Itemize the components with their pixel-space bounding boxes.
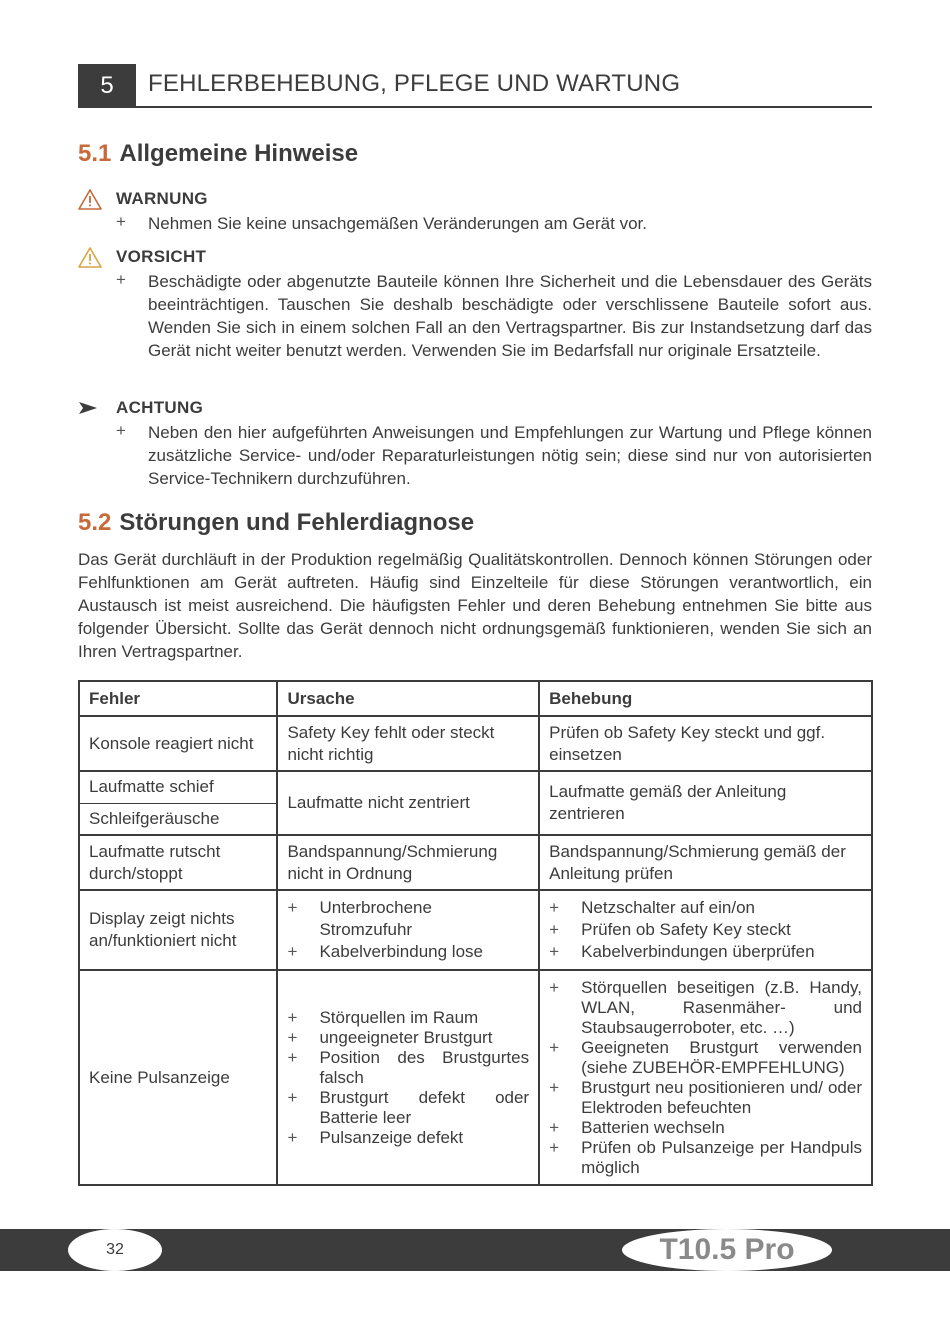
cell-behebung [539,970,872,1185]
plus-bullet: + [549,920,560,939]
list-item [549,897,862,919]
notice-label: WARNUNG [116,189,208,208]
notice-item [78,270,872,362]
plus-bullet: + [287,1007,298,1027]
column-header-fehler: Fehler [79,681,277,716]
caution-triangle-icon [78,247,116,268]
list-item-text: Prüfen ob Pulsanzeige per Handpuls möglich [581,1137,862,1177]
remedy-list [549,978,862,1178]
table-header-row [79,681,872,716]
notice-label: VORSICHT [116,247,207,266]
table-row [79,716,872,771]
list-item-text: ungeeigneter Brustgurt [319,1027,493,1047]
list-item [287,1128,529,1148]
plus-bullet: + [116,421,126,440]
plus-bullet: + [549,1117,560,1137]
chapter-title: FEHLERBEHEBUNG, PFLEGE UND WARTUNG [148,70,681,97]
list-item [287,1048,529,1088]
list-item-text: Kabelverbindungen überprüfen [581,942,815,961]
section-number: 5.2 [78,509,112,536]
plus-bullet: + [287,1087,298,1107]
plus-bullet: + [549,977,560,997]
notice-text: Beschädigte oder abgenutzte Bauteile können Ihre Sicherheit und die Lebensdauer des Geräts beeinträchtigen. Tauschen Sie deshalb beschädigte oder verschlissene Bauteile sofort aus. Wenden Sie sich in einem solchen Fall an den Vertragspartner. Bis zur Instandsetzung darf das Gerät nicht weiter benutzt werden. Verwenden Sie im Bedarfsfall nur originale Ersatzteile. [148,272,872,360]
remedy-list [549,897,862,963]
list-item-text: Pulsanzeige defekt [319,1127,464,1147]
cell-fehler: Display zeigt nichts an/funktioniert nicht [79,890,277,970]
plus-bullet: + [116,270,126,289]
list-item [549,1038,862,1078]
cell-ursache: Bandspannung/Schmierung nicht in Ordnung [277,835,539,890]
list-item [549,1078,862,1118]
plus-bullet: + [549,1077,560,1097]
arrow-pointer-icon [78,401,116,415]
cell-fehler: Laufmatte schief [79,771,277,803]
list-item-text: Geeigneten Brustgurt verwenden (siehe ZUBEHÖR-EMPFEHLUNG) [581,1037,862,1077]
list-item [549,978,862,1038]
list-item-text: Batterien wechseln [581,1117,725,1137]
list-item-text: Unterbrochene Stromzufuhr [319,898,432,939]
plus-bullet: + [549,942,560,961]
plus-bullet: + [549,1037,560,1057]
list-item-text: Brustgurt neu positionieren und/ oder Elektroden befeuchten [581,1077,862,1117]
table-row [79,970,872,1185]
table-row [79,771,872,803]
cell-ursache [277,970,539,1185]
plus-bullet: + [549,898,560,917]
section-title: Störungen und Fehlerdiagnose [119,509,475,536]
section-heading-5-1 [78,140,358,168]
list-item-text: Brustgurt defekt oder Batterie leer [319,1087,530,1127]
troubleshooting-table [78,680,873,1186]
table-row [79,835,872,890]
notice-text: Neben den hier aufgeführten Anweisungen und Empfehlungen zur Wartung und Pflege können zusätzliche Service- und/oder Reparaturleistungen nötig sein; diese sind nur von autorisierten Service-Technikern durchzuführen. [148,423,872,488]
column-header-behebung: Behebung [539,681,872,716]
notice-caution [78,246,872,362]
notice-text: Nehmen Sie keine unsachgemäßen Veränderungen am Gerät vor. [148,214,647,233]
plus-bullet: + [116,212,126,231]
intro-paragraph: Das Gerät durchläuft in der Produktion regelmäßig Qualitätskontrollen. Dennoch können Störungen oder Fehlfunktionen am Gerät auftreten. Häufig sind Einzelteile für diese Störungen verantwortlich, ein Austausch ist meist ausreichend. Die häufigsten Fehler und deren Behebung entnehmen Sie bitte aus folgender Übersicht. Sollte das Gerät dennoch nicht ordnungsgemäß funktionieren, wenden Sie sich an Ihren Vertragspartner. [78,550,872,661]
notice-item [78,421,872,490]
list-item [549,1118,862,1138]
cell-behebung: Bandspannung/Schmierung gemäß der Anleitung prüfen [539,835,872,890]
notice-attention [78,397,872,490]
list-item-text: Position des Brustgurtes falsch [319,1047,530,1087]
list-item [287,897,529,941]
list-item-text: Störquellen im Raum [319,1007,479,1027]
column-header-ursache: Ursache [277,681,539,716]
cell-behebung: Prüfen ob Safety Key steckt und ggf. einsetzen [539,716,872,771]
cell-ursache [277,890,539,970]
list-item-text: Kabelverbindung lose [319,942,483,961]
list-item [287,1008,529,1028]
cell-behebung: Laufmatte gemäß der Anleitung zentrieren [539,771,872,835]
list-item [549,1138,862,1178]
cell-ursache: Laufmatte nicht zentriert [277,771,539,835]
section-heading-5-2 [78,509,474,537]
plus-bullet: + [287,1047,298,1067]
warning-triangle-icon [78,189,116,210]
cell-fehler: Laufmatte rutscht durch/stoppt [79,835,277,890]
list-item [549,941,862,963]
model-name: T10.5 Pro [622,1229,832,1271]
plus-bullet: + [287,1127,298,1147]
cell-fehler: Keine Pulsanzeige [79,970,277,1185]
cell-fehler: Konsole reagiert nicht [79,716,277,771]
cell-fehler: Schleifgeräusche [79,803,277,835]
chapter-number: 5 [78,64,136,107]
notice-label: ACHTUNG [116,398,204,417]
section-title: Allgemeine Hinweise [119,140,359,167]
list-item [549,919,862,941]
list-item-text: Prüfen ob Safety Key steckt [581,920,791,939]
list-item [287,1028,529,1048]
plus-bullet: + [287,898,298,917]
plus-bullet: + [549,1137,560,1157]
list-item-text: Störquellen beseitigen (z.B. Handy, WLAN, Rasenmäher- und Staubsaugerroboter, etc. …) [581,977,862,1037]
table-row [79,890,872,970]
cause-list [287,1008,529,1148]
cell-ursache: Safety Key fehlt oder steckt nicht richtig [277,716,539,771]
page-number: 32 [68,1229,162,1271]
chapter-header [78,64,872,108]
notice-item [78,212,872,235]
notice-warning [78,188,872,235]
list-item [287,1088,529,1128]
cause-list [287,897,529,963]
plus-bullet: + [287,942,298,961]
cell-behebung [539,890,872,970]
list-item [287,941,529,963]
list-item-text: Netzschalter auf ein/on [581,898,755,917]
section-number: 5.1 [78,140,112,167]
plus-bullet: + [287,1027,298,1047]
